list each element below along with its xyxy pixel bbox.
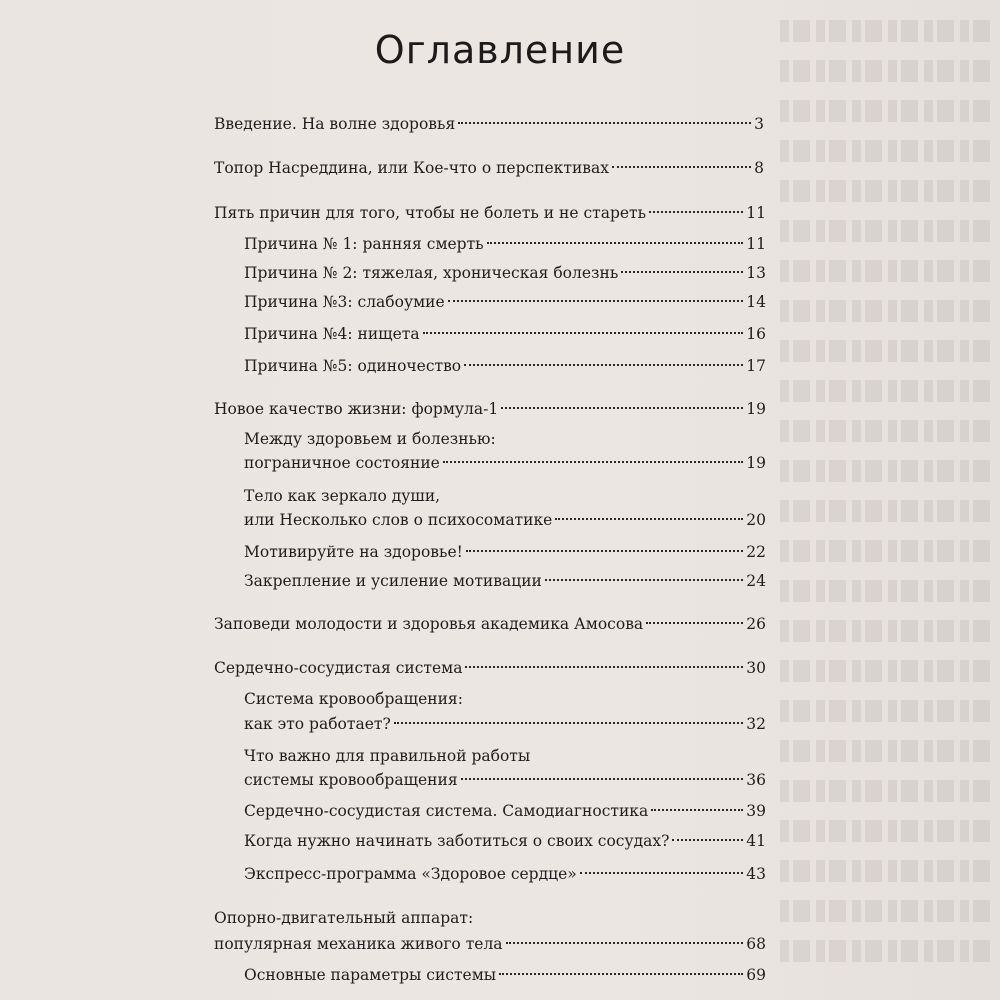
- dot-leader: [501, 407, 743, 409]
- toc-entry-label: или Несколько слов о психосоматике: [244, 511, 553, 529]
- toc-page-number: 30: [746, 659, 766, 677]
- dot-leader: [461, 778, 744, 780]
- toc-page-number: 43: [746, 865, 766, 883]
- dot-leader: [545, 579, 743, 581]
- toc-entry-label: пограничное состояние: [244, 454, 440, 472]
- toc-entry-section: [244, 288, 766, 316]
- toc-entry-section: [244, 449, 766, 477]
- toc-entry-section: [244, 827, 766, 855]
- toc-entry-first-line: Что важно для правильной работы: [244, 747, 531, 765]
- toc-page-number: 16: [746, 325, 766, 343]
- show-through-text: [780, 20, 995, 980]
- toc-page-number: 68: [746, 935, 766, 953]
- dot-leader: [465, 666, 743, 668]
- dot-leader: [646, 622, 743, 624]
- toc-entry-first-line: Между здоровьем и болезнью:: [244, 430, 496, 448]
- dot-leader: [672, 839, 743, 841]
- toc-entry-label: Сердечно-сосудистая система: [214, 659, 463, 677]
- toc-entry-section: [244, 538, 766, 566]
- toc-entry-chapter: [214, 154, 764, 182]
- toc-page-number: 3: [754, 115, 764, 133]
- toc-page-number: 11: [746, 204, 766, 222]
- toc-entry-label: Новое качество жизни: формула-1: [214, 400, 499, 418]
- toc-entry-section: [244, 710, 766, 738]
- toc-entry-label: Мотивируйте на здоровье!: [244, 543, 463, 561]
- toc-page-number: 11: [746, 235, 766, 253]
- dot-leader: [651, 809, 743, 811]
- toc-entry-section: [244, 766, 766, 794]
- toc-entry-first-line: Тело как зеркало души,: [244, 487, 441, 505]
- toc-page-number: 36: [746, 771, 766, 789]
- toc-entry-section: [244, 506, 766, 534]
- toc-entry-label: как это работает?: [244, 715, 391, 733]
- dot-leader: [499, 973, 743, 975]
- dot-leader: [506, 942, 744, 944]
- dot-leader: [580, 872, 743, 874]
- toc-entry-label: Причина № 1: ранняя смерть: [244, 235, 484, 253]
- toc-entry-label: Сердечно-сосудистая система. Самодиагностика: [244, 802, 649, 820]
- toc-entry-section: [244, 860, 766, 888]
- dot-leader: [464, 364, 743, 366]
- toc-entry-chapter: [214, 199, 766, 227]
- toc-page-number: 17: [746, 357, 766, 375]
- toc-entry-section: [244, 259, 766, 287]
- toc-page-number: 22: [746, 543, 766, 561]
- toc-page-number: 32: [746, 715, 766, 733]
- dot-leader: [458, 122, 751, 124]
- toc-entry-section: [244, 567, 766, 595]
- toc-entry-label: Причина №5: одиночество: [244, 357, 462, 375]
- toc-entry-label: Экспресс-программа «Здоровое сердце»: [244, 865, 577, 883]
- toc-page-number: 39: [746, 802, 766, 820]
- toc-entry-label: Заповеди молодости и здоровья академика Амосова: [214, 615, 644, 633]
- dot-leader: [443, 461, 743, 463]
- toc-entry-section: [244, 320, 766, 348]
- toc-page-number: 19: [746, 400, 766, 418]
- toc-page-number: 19: [746, 454, 766, 472]
- dot-leader: [448, 300, 744, 302]
- toc-entry-first-line: Система кровообращения:: [244, 690, 463, 708]
- dot-leader: [394, 722, 744, 724]
- toc-entry-label: Причина №4: нищета: [244, 325, 420, 343]
- toc-page-number: 8: [754, 159, 764, 177]
- dot-leader: [423, 332, 744, 334]
- toc-entry-label: Пять причин для того, чтобы не болеть и не стареть: [214, 204, 647, 222]
- toc-entry-label: Причина № 2: тяжелая, хроническая болезнь: [244, 264, 619, 282]
- toc-entry-section: [244, 797, 766, 825]
- toc-entry-label: Топор Насреддина, или Кое-что о перспективах: [214, 159, 609, 177]
- toc-entry-chapter: [214, 110, 764, 138]
- dot-leader: [466, 550, 743, 552]
- dot-leader: [649, 211, 743, 213]
- toc-entry-chapter: [214, 395, 766, 423]
- dot-leader: [555, 518, 743, 520]
- toc-entry-first-line: Опорно-двигательный аппарат:: [214, 909, 474, 927]
- toc-page-number: 14: [746, 293, 766, 311]
- toc-page-number: 13: [746, 264, 766, 282]
- toc-entry-label: Закрепление и усиление мотивации: [244, 572, 542, 590]
- toc-entry-chapter: [214, 654, 766, 682]
- toc-page-number: 20: [746, 511, 766, 529]
- toc-page-number: 24: [746, 572, 766, 590]
- toc-entry-label: системы кровообращения: [244, 771, 458, 789]
- toc-entry-label: Основные параметры системы: [244, 966, 497, 984]
- toc-page-number: 69: [746, 966, 766, 984]
- toc-entry-label: Введение. На волне здоровья: [214, 115, 456, 133]
- toc-entry-label: Причина №3: слабоумие: [244, 293, 445, 311]
- toc-entry-chapter: [214, 610, 766, 638]
- toc-entry-label: Когда нужно начинать заботиться о своих сосудах?: [244, 832, 670, 850]
- dot-leader: [621, 271, 743, 273]
- dot-leader: [612, 166, 751, 168]
- toc-entry-chapter: [214, 930, 766, 958]
- dot-leader: [487, 242, 744, 244]
- toc-entry-label: популярная механика живого тела: [214, 935, 503, 953]
- toc-entry-section: [244, 352, 766, 380]
- toc-entry-section: [244, 230, 766, 258]
- page-title: Оглавление: [374, 28, 626, 72]
- toc-page-number: 26: [746, 615, 766, 633]
- toc-page-number: 41: [746, 832, 766, 850]
- toc-entry-section: [244, 961, 766, 989]
